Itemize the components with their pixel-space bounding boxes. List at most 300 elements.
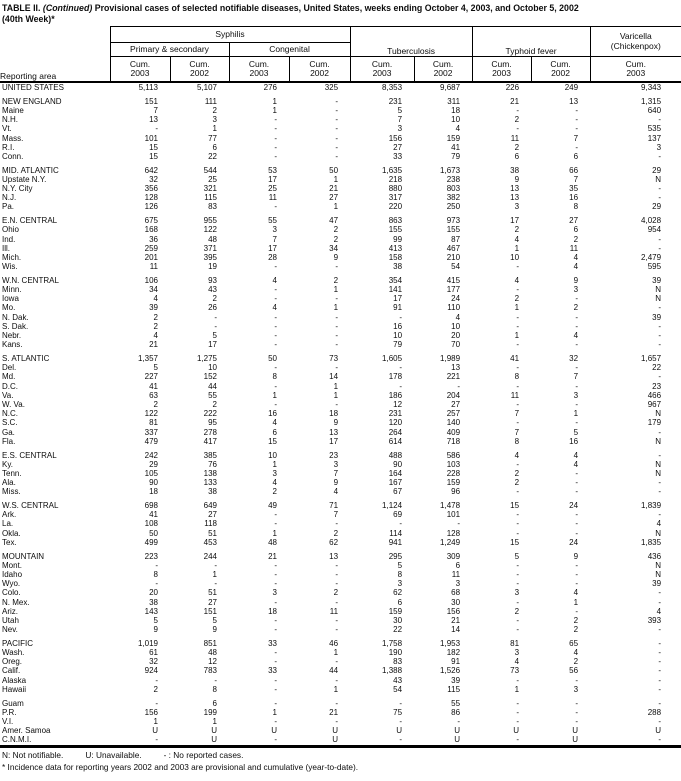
cell: 41 bbox=[451, 142, 461, 152]
cell: 1 bbox=[514, 303, 520, 313]
row-label: Md. bbox=[2, 372, 16, 382]
cell: 1,526 bbox=[440, 666, 461, 676]
cell: 220 bbox=[388, 202, 403, 212]
cell: 467 bbox=[446, 243, 461, 253]
row-label: S. ATLANTIC bbox=[2, 353, 50, 363]
cell: - bbox=[274, 400, 277, 409]
cell: 3 bbox=[514, 202, 520, 212]
cell: 14 bbox=[451, 625, 461, 635]
cell: 1 bbox=[272, 459, 277, 469]
cell: U bbox=[271, 726, 277, 736]
title-continued: (Continued) bbox=[42, 3, 93, 13]
table-row bbox=[0, 552, 681, 561]
cell: U bbox=[655, 726, 662, 736]
cell: 96 bbox=[451, 487, 461, 497]
col-header-typhoid-2002: Cum. 2002 bbox=[531, 57, 590, 83]
cell: 9 bbox=[573, 551, 579, 561]
cell: - bbox=[516, 418, 520, 428]
row-label: Ga. bbox=[2, 427, 15, 437]
cell: - bbox=[335, 657, 339, 667]
table-row bbox=[0, 225, 681, 234]
cell: 120 bbox=[388, 418, 403, 428]
row-label: Nev. bbox=[2, 625, 18, 635]
cell: U bbox=[332, 735, 339, 745]
cell: 4 bbox=[656, 606, 662, 616]
cell: - bbox=[399, 735, 403, 745]
cell: - bbox=[399, 519, 403, 529]
cell: 4 bbox=[573, 252, 579, 262]
cell: 1,388 bbox=[382, 666, 403, 676]
cell: - bbox=[575, 579, 579, 589]
cell: 880 bbox=[388, 184, 403, 194]
cell: - bbox=[658, 666, 662, 676]
table-header bbox=[0, 27, 681, 83]
row-label: Ariz. bbox=[2, 606, 18, 616]
cell: - bbox=[516, 262, 520, 272]
cell: - bbox=[274, 569, 277, 579]
cell: 595 bbox=[647, 262, 662, 272]
cell: 79 bbox=[451, 151, 461, 161]
table-row bbox=[0, 676, 681, 685]
cell: - bbox=[214, 560, 217, 570]
cell: 51 bbox=[208, 528, 217, 538]
cell: 155 bbox=[388, 225, 403, 235]
cell: 111 bbox=[204, 96, 217, 106]
cell: 2 bbox=[333, 234, 339, 244]
cell: 54 bbox=[451, 262, 461, 272]
cell: - bbox=[658, 510, 662, 520]
cell: 29 bbox=[149, 459, 158, 469]
row-label: Okla. bbox=[2, 528, 21, 538]
cell: 436 bbox=[647, 551, 662, 561]
col-header-syphilis-ps-2003: Cum. 2003 bbox=[110, 57, 170, 83]
cell: 55 bbox=[208, 390, 217, 400]
row-label: N.Y. City bbox=[2, 184, 33, 194]
cell: 649 bbox=[203, 501, 217, 511]
cell: - bbox=[658, 638, 662, 648]
cell: 1,124 bbox=[382, 501, 403, 511]
cell: 7 bbox=[573, 174, 579, 184]
cell: 48 bbox=[268, 537, 277, 547]
cell: 1 bbox=[153, 717, 158, 726]
cell: 15 bbox=[510, 537, 520, 547]
cell: - bbox=[274, 717, 277, 726]
cell: 7 bbox=[272, 234, 277, 244]
table-row bbox=[0, 409, 681, 418]
cell: 168 bbox=[144, 225, 158, 235]
cell: 1 bbox=[514, 684, 520, 694]
cell: 409 bbox=[446, 427, 461, 437]
cell: - bbox=[274, 510, 277, 520]
cell: - bbox=[457, 519, 461, 529]
cell: 3 bbox=[333, 459, 339, 469]
cell: 2 bbox=[153, 312, 158, 322]
cell: - bbox=[575, 400, 579, 409]
cell: 1,673 bbox=[440, 165, 461, 175]
cell: 278 bbox=[203, 427, 217, 437]
cell: 10 bbox=[268, 450, 277, 460]
cell: 395 bbox=[203, 252, 217, 262]
cell: 227 bbox=[144, 372, 158, 382]
cell: 47 bbox=[329, 216, 339, 226]
cell: 41 bbox=[149, 381, 158, 391]
cell: 8 bbox=[514, 436, 520, 446]
cell: - bbox=[516, 340, 520, 350]
cell: - bbox=[575, 510, 579, 520]
cell: - bbox=[575, 698, 579, 708]
cell: 122 bbox=[144, 409, 158, 419]
cell: 321 bbox=[203, 184, 217, 194]
cell: 13 bbox=[329, 551, 339, 561]
cell: 50 bbox=[149, 528, 158, 538]
cell: 4 bbox=[573, 450, 579, 460]
row-label: W. Va. bbox=[2, 400, 25, 409]
cell: - bbox=[335, 294, 339, 304]
cell: 24 bbox=[569, 537, 579, 547]
cell: - bbox=[658, 331, 662, 341]
row-label: Idaho bbox=[2, 569, 23, 579]
cell: - bbox=[335, 363, 339, 373]
cell: - bbox=[516, 698, 520, 708]
row-label: Ky. bbox=[2, 459, 13, 469]
cell: 103 bbox=[446, 459, 461, 469]
cell: 41 bbox=[149, 510, 158, 520]
cell: - bbox=[274, 625, 277, 635]
cell: 2,479 bbox=[641, 252, 662, 262]
row-label: S.C. bbox=[2, 418, 18, 428]
cell: - bbox=[274, 331, 277, 341]
cell: 231 bbox=[388, 409, 403, 419]
cell: - bbox=[516, 400, 520, 409]
cell: 6 bbox=[212, 142, 217, 152]
cell: - bbox=[516, 321, 520, 331]
cell: - bbox=[658, 735, 662, 745]
cell: 17 bbox=[268, 243, 277, 253]
cell: U bbox=[454, 726, 461, 736]
cell: 1 bbox=[333, 202, 339, 212]
cell: 44 bbox=[208, 381, 217, 391]
cell: 137 bbox=[647, 133, 662, 143]
cell: 479 bbox=[144, 436, 158, 446]
cell: 309 bbox=[446, 551, 461, 561]
cell: 16 bbox=[268, 409, 277, 419]
cell: 38 bbox=[510, 165, 520, 175]
footnote-u: U: Unavailable. bbox=[85, 749, 142, 760]
table-row bbox=[0, 166, 681, 175]
row-label: Iowa bbox=[2, 294, 19, 304]
cell: - bbox=[575, 340, 579, 350]
cell: - bbox=[274, 381, 277, 391]
cell: - bbox=[658, 234, 662, 244]
cell: 24 bbox=[451, 294, 461, 304]
cell: 1 bbox=[333, 390, 339, 400]
cell: - bbox=[575, 675, 579, 685]
cell: 642 bbox=[144, 165, 158, 175]
row-label: Ohio bbox=[2, 225, 19, 235]
cell: 204 bbox=[446, 390, 461, 400]
reporting-area-header: Reporting area bbox=[0, 27, 110, 83]
cell: 8 bbox=[514, 372, 520, 382]
cell: 23 bbox=[652, 381, 662, 391]
cell: 311 bbox=[447, 96, 461, 106]
cell: 30 bbox=[393, 615, 403, 625]
cell: - bbox=[575, 294, 579, 304]
cell: U bbox=[332, 726, 339, 736]
cell: 21 bbox=[268, 551, 277, 561]
cell: 91 bbox=[451, 657, 461, 667]
cell: 3 bbox=[573, 684, 579, 694]
cell: 1,657 bbox=[641, 353, 662, 363]
cell: - bbox=[575, 519, 579, 529]
cell: 2 bbox=[333, 588, 339, 598]
cell: 128 bbox=[446, 528, 461, 538]
cell: 244 bbox=[203, 551, 217, 561]
cell: 954 bbox=[647, 225, 662, 235]
row-label: Kans. bbox=[2, 340, 23, 350]
cell: 1,249 bbox=[440, 537, 461, 547]
cell: 17 bbox=[208, 340, 217, 350]
cell: 6 bbox=[272, 427, 277, 437]
cell: - bbox=[335, 340, 339, 350]
cell: - bbox=[274, 597, 277, 607]
row-label: Alaska bbox=[2, 675, 27, 685]
cell: - bbox=[274, 202, 277, 212]
table-row bbox=[0, 303, 681, 312]
cell: - bbox=[335, 615, 339, 625]
footnote-asterisk: * Incidence data for reporting years 2002 and 2003 are provisional and cumulative (year-to-date). bbox=[2, 761, 359, 772]
cell: 1,989 bbox=[440, 353, 461, 363]
cell: - bbox=[274, 675, 277, 685]
cell: 13 bbox=[451, 363, 461, 373]
cell: 156 bbox=[388, 133, 403, 143]
cell: 27 bbox=[329, 193, 339, 203]
cell: 25 bbox=[268, 184, 277, 194]
cell: - bbox=[335, 142, 339, 152]
table-row bbox=[0, 82, 681, 92]
cell: 27 bbox=[208, 510, 217, 520]
cell: 5 bbox=[514, 551, 520, 561]
table-row bbox=[0, 648, 681, 657]
cell: 614 bbox=[388, 436, 403, 446]
row-label: PACIFIC bbox=[2, 638, 33, 648]
cell: 1,315 bbox=[641, 96, 662, 106]
cell: 10 bbox=[510, 252, 520, 262]
table-row bbox=[0, 538, 681, 547]
cell: - bbox=[274, 151, 277, 161]
cell: U bbox=[211, 735, 217, 745]
varicella-label-line2: (Chickenpox) bbox=[610, 40, 661, 51]
cell: 337 bbox=[144, 427, 158, 437]
cell: 7 bbox=[514, 409, 520, 419]
cell: 1 bbox=[212, 569, 217, 579]
cell: 32 bbox=[149, 174, 158, 184]
cell: - bbox=[335, 597, 339, 607]
row-label: N. Mex. bbox=[2, 597, 30, 607]
table-row bbox=[0, 382, 681, 391]
table-row bbox=[0, 372, 681, 381]
cell: 22 bbox=[208, 151, 217, 161]
cell: 9 bbox=[153, 625, 158, 635]
cell: 56 bbox=[569, 666, 579, 676]
footnote-dash: - : No reported cases. bbox=[163, 749, 244, 760]
cell: - bbox=[516, 124, 520, 134]
cell: 62 bbox=[393, 588, 403, 598]
cell: - bbox=[516, 459, 520, 469]
col-header-tuberculosis-2002: Cum. 2002 bbox=[414, 57, 472, 83]
cell: 115 bbox=[204, 193, 217, 203]
cell: 1 bbox=[514, 243, 520, 253]
cell: 1,019 bbox=[137, 638, 158, 648]
table-row bbox=[0, 625, 681, 634]
cell: 257 bbox=[446, 409, 461, 419]
row-label: Mass. bbox=[2, 133, 24, 143]
cell: - bbox=[575, 312, 579, 322]
cell: - bbox=[575, 606, 579, 616]
cell: 15 bbox=[149, 142, 158, 152]
cell: - bbox=[155, 560, 158, 570]
cell: 101 bbox=[446, 510, 461, 520]
cell: - bbox=[516, 615, 520, 625]
cell: 151 bbox=[203, 606, 217, 616]
cell: 126 bbox=[144, 202, 158, 212]
row-label: Guam bbox=[2, 698, 24, 708]
cell: 2 bbox=[333, 225, 339, 235]
cell: 110 bbox=[447, 303, 461, 313]
cell: 2 bbox=[212, 105, 217, 115]
table-row bbox=[0, 639, 681, 648]
cell: 5,113 bbox=[138, 83, 158, 92]
table-row bbox=[0, 143, 681, 152]
cell: - bbox=[274, 321, 277, 331]
cell: 10 bbox=[208, 363, 217, 373]
cell: - bbox=[335, 675, 339, 685]
cell: 21 bbox=[510, 96, 520, 106]
cell: 128 bbox=[144, 193, 158, 203]
cell: 228 bbox=[446, 468, 461, 478]
cell: N bbox=[655, 294, 662, 304]
cell: 90 bbox=[393, 459, 403, 469]
row-label: Fla. bbox=[2, 436, 16, 446]
cell: 8 bbox=[272, 372, 277, 382]
cell: - bbox=[335, 519, 339, 529]
cell: 9 bbox=[573, 275, 579, 285]
cell: 18 bbox=[451, 105, 461, 115]
cell: - bbox=[658, 717, 662, 726]
cell: 66 bbox=[569, 165, 579, 175]
cell: 7 bbox=[514, 427, 520, 437]
cell: 1 bbox=[333, 285, 339, 295]
cell: 3 bbox=[397, 579, 403, 589]
cell: - bbox=[335, 115, 339, 125]
cell: 2 bbox=[212, 400, 217, 409]
table-title bbox=[0, 0, 681, 25]
cell: N bbox=[655, 468, 662, 478]
cell: 2 bbox=[514, 478, 520, 488]
cell: 3 bbox=[573, 285, 579, 295]
cell: - bbox=[658, 303, 662, 313]
cell: 99 bbox=[393, 234, 403, 244]
cell: 226 bbox=[505, 83, 520, 92]
primary-secondary-header: Primary & secondary bbox=[110, 43, 229, 57]
cell: 1 bbox=[272, 390, 277, 400]
cell: 6 bbox=[573, 225, 579, 235]
cell: U bbox=[152, 726, 158, 736]
cell: - bbox=[575, 418, 579, 428]
cell: 295 bbox=[388, 551, 403, 561]
cell: 63 bbox=[149, 390, 158, 400]
cell: 18 bbox=[329, 409, 339, 419]
row-label: Miss. bbox=[2, 487, 21, 497]
cell: 22 bbox=[393, 625, 403, 635]
cell: 39 bbox=[652, 579, 662, 589]
cell: 62 bbox=[329, 537, 339, 547]
cell: N bbox=[655, 569, 662, 579]
cell: - bbox=[658, 478, 662, 488]
cell: - bbox=[516, 625, 520, 635]
cell: 1,839 bbox=[641, 501, 662, 511]
cell: 2 bbox=[573, 303, 579, 313]
cell: 158 bbox=[388, 252, 403, 262]
cell: 4 bbox=[272, 275, 277, 285]
cell: - bbox=[335, 717, 339, 726]
cell: 6 bbox=[573, 151, 579, 161]
table-row bbox=[0, 708, 681, 717]
table-row bbox=[0, 717, 681, 726]
cell: 164 bbox=[388, 468, 403, 478]
cell: - bbox=[575, 105, 579, 115]
cell: - bbox=[516, 560, 520, 570]
cell: 29 bbox=[652, 165, 662, 175]
cell: - bbox=[274, 560, 277, 570]
cell: - bbox=[335, 151, 339, 161]
cell: 1,478 bbox=[440, 501, 461, 511]
cell: 4 bbox=[455, 124, 461, 134]
cell: 1 bbox=[333, 684, 339, 694]
col-header-syphilis-cong-2002: Cum. 2002 bbox=[289, 57, 350, 83]
cell: 27 bbox=[451, 400, 461, 409]
cell: 33 bbox=[268, 638, 277, 648]
cell: 35 bbox=[569, 184, 579, 194]
cell: 924 bbox=[144, 666, 158, 676]
cell: - bbox=[335, 331, 339, 341]
cell: 4 bbox=[333, 487, 339, 497]
cell: - bbox=[658, 675, 662, 685]
row-label: P.R. bbox=[2, 707, 17, 717]
table-row bbox=[0, 570, 681, 579]
cell: 9,687 bbox=[440, 83, 461, 92]
cell: - bbox=[658, 115, 662, 125]
cell: - bbox=[516, 519, 520, 529]
cell: 1,835 bbox=[641, 537, 662, 547]
cell: 1 bbox=[272, 96, 277, 106]
cell: 93 bbox=[208, 275, 217, 285]
cell: 30 bbox=[451, 597, 461, 607]
row-label: Vt. bbox=[2, 124, 12, 134]
cell: 138 bbox=[203, 468, 217, 478]
cell: 955 bbox=[203, 216, 217, 226]
cell: 61 bbox=[149, 648, 158, 658]
cell: - bbox=[399, 698, 403, 708]
table-row bbox=[0, 666, 681, 675]
cell: 499 bbox=[144, 537, 158, 547]
cell: 16 bbox=[393, 321, 403, 331]
cell: 264 bbox=[388, 427, 403, 437]
cell: N bbox=[655, 560, 662, 570]
cell: 79 bbox=[393, 340, 403, 350]
cell: 48 bbox=[208, 234, 217, 244]
cell: 1,605 bbox=[382, 353, 403, 363]
cell: 15 bbox=[149, 151, 158, 161]
